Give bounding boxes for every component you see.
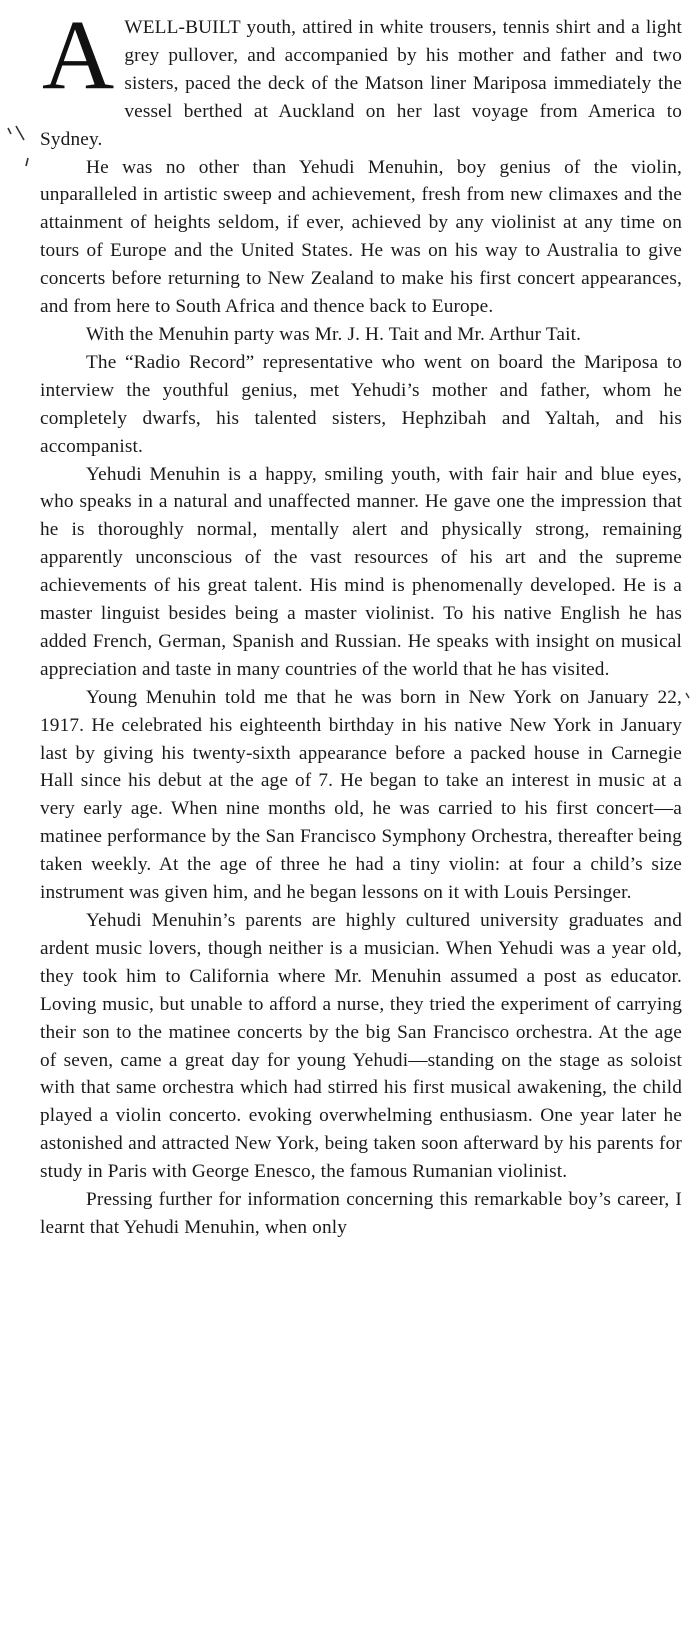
margin-mark-right xyxy=(684,690,694,702)
article-paragraph-4: The “Radio Record” representative who went on board the Mariposa to interview the youthful genius, met Yehudi’s mother and father, whom he completely dwarfs, his talented sisters, Hephzibah and Yaltah, and his accompanist. xyxy=(40,351,682,457)
article-paragraph-1 xyxy=(40,0,682,154)
margin-mark-left xyxy=(2,118,38,170)
paragraph-text: WELL-BUILT youth, attired in white trousers, tennis shirt and a light grey pullover, and accompanied by his mother and father and two sisters, paced the deck of the Matson liner Mariposa immediately the vessel berthed at Auckland on her last voyage from America to Sydney. xyxy=(40,17,682,150)
article-paragraph-7: Yehudi Menuhin’s parents are highly cultured university graduates and ardent music lovers, though neither is a musician. When Yehudi was a year old, they took him to California where Mr. Menuhin assumed a post as educator. Loving music, but unable to afford a nurse, they tried the experiment of carrying their son to the matinee concerts by the big San Francisco orchestra. At the age of seven, came a great day for young Yehudi—standing on the stage as soloist with that same orchestra which had stirred his first musical awakening, the child played a violin concerto. evoking overwhelming enthusiasm. One year later he astonished and attracted New York, being taken soon afterward by his parents for study in Paris with George Enesco, the famous Rumanian violinist. xyxy=(40,910,682,1183)
drop-cap: A xyxy=(42,0,115,110)
article-paragraph-6: Young Menuhin told me that he was born in New York on January 22, 1917. He celebrated his eighteenth birthday in his native New York in January last by giving his twenty-sixth appearance before a packed house in Carnegie Hall since his debut at the age of 7. He began to take an interest in music at a very early age. When nine months old, he was carried to his first concert—a matinee performance by the San Francisco Symphony Orchestra, thereafter being taken weekly. At the age of three he had a tiny violin: at four a child’s size instrument was given him, and he began lessons on it with Louis Persinger. xyxy=(40,686,682,904)
article-paragraph-5: Yehudi Menuhin is a happy, smiling youth, with fair hair and blue eyes, who speaks in a natural and unaffected manner. He gave one the impression that he is thoroughly normal, mentally alert and physically strong, remaining apparently unconscious of the vast resources of his art and the supreme achievements of his great talent. His mind is phenomenally developed. He is a master linguist besides being a master violinist. To his native English he has added French, German, Spanish and Russian. He speaks with insight on musical appreciation and taste in many countries of the world that he has visited. xyxy=(40,463,682,680)
article-paragraph-3: With the Menuhin party was Mr. J. H. Tait and Mr. Arthur Tait. xyxy=(86,323,582,345)
article-paragraph-2: He was no other than Yehudi Menuhin, boy genius of the violin, unparalleled in artistic sweep and achievement, fresh from new climaxes and the attainment of heights seldom, if ever, achieved by any violinist at any time on tours of Europe and the United States. He was on his way to Australia to give concerts before returning to New Zealand to make his first concert appearances, and from here to South Africa and thence back to Europe. xyxy=(40,156,682,318)
article-paragraph-8: Pressing further for information concerning this remarkable boy’s career, I learnt that Yehudi Menuhin, when only xyxy=(40,1189,682,1238)
article-body xyxy=(40,0,682,1242)
